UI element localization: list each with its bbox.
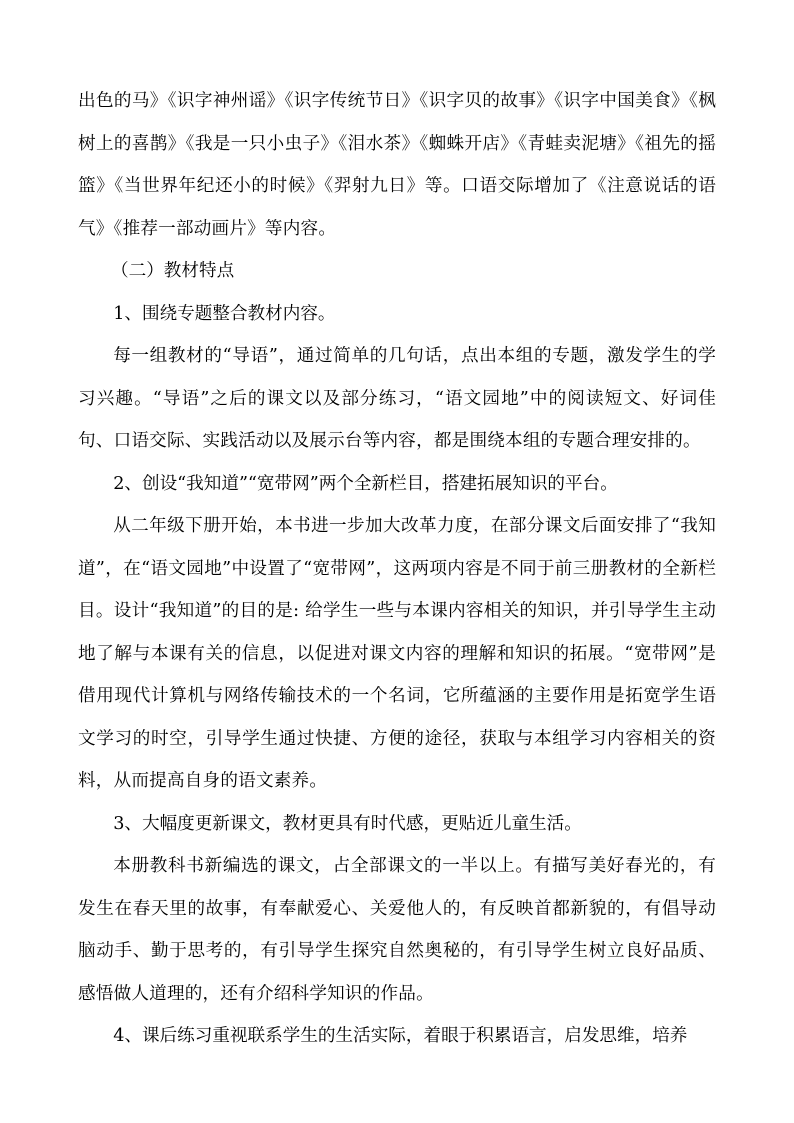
paragraph-body-3: 本册教科书新编选的课文，占全部课文的一半以上。有描写美好春光的，有发生在春天里的故事，有奉献爱心、关爱他人的，有反映首都新貌的，有倡导动脑动手、勤于思考的，有引导学生探究自然奥秘的，有引导学生树立良好品质、感悟做人道理的，还有介绍科学知识的作品。 [78,856,716,1004]
document-page [78,80,716,1058]
paragraph-lesson-list: 出色的马》《识字神州谣》《识字传统节日》《识字贝的故事》《识字中国美食》《枫树上的喜鹊》《我是一只小虫子》《泪水茶》《蜘蛛开店》《青蛙卖泥塘》《祖先的摇篮》《当世界年纪还小的时候》《羿射九日》等。口语交际增加了《注意说话的语气》《推荐一部动画片》等内容。 [78,91,716,239]
numbered-heading-4: 4、课后练习重视联系学生的生活实际，着眼于积累语言，启发思维，培养 [113,1026,688,1046]
section-heading-textbook-features: （二）教材特点 [111,261,235,281]
numbered-heading-2: 2、创设“我知道”“宽带网”两个全新栏目，搭建拓展知识的平台。 [113,473,618,494]
paragraph-body-1: 每一组教材的“导语”，通过简单的几句话，点出本组的专题，激发学生的学习兴趣。“导语”之后的课文以及部分练习，“语文园地”中的阅读短文、好词佳句、口语交际、实践活动以及展示台等内容，都是围绕本组的专题合理安排的。 [78,346,716,451]
numbered-heading-3: 3、大幅度更新课文，教材更具有时代感，更贴近儿童生活。 [113,813,582,834]
numbered-heading-1: 1、围绕专题整合教材内容。 [113,303,336,324]
paragraph-body-2: 从二年级下册开始，本书进一步加大改革力度，在部分课文后面安排了“我知道”，在“语文园地”中设置了“宽带网”，这两项内容是不同于前三册教材的全新栏目。设计“我知道”的目的是: 给学生一些与本课内容相关的知识，并引导学生主动地了解与本课有关的信息，以促进对课文内容的理解和知识的拓展。“宽带网”是借用现代计算机与网络传输技术的一个名词，它所蕴涵的主要作用是拓宽学生语文学习的时空，引导学生通过快捷、方便的途径，获取与本组学习内容相关的资料，从而提高自身的语文素养。 [78,516,716,791]
